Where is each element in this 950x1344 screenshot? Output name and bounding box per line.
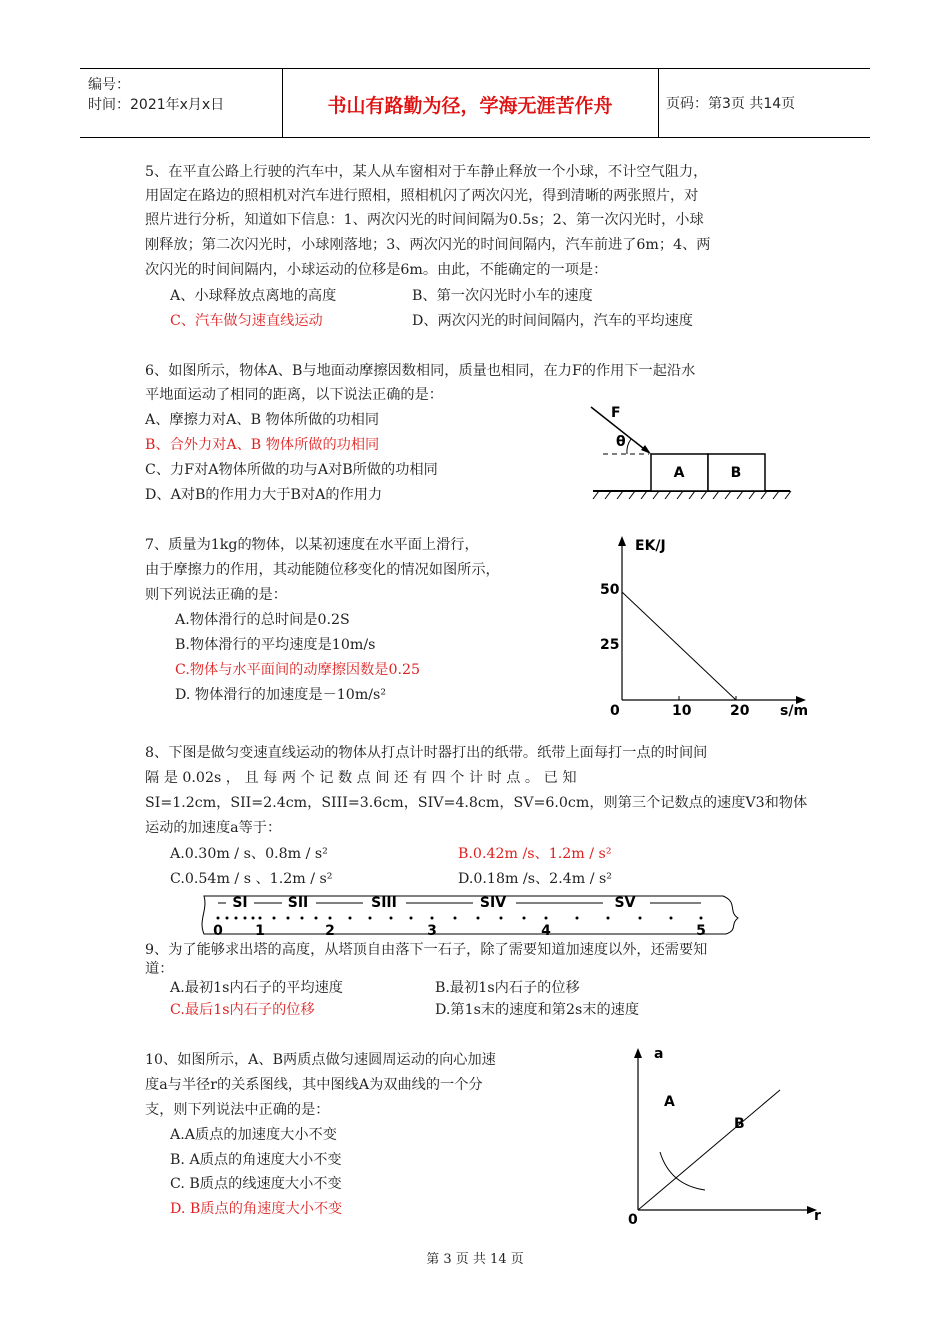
q8-option-c: C.0.54m / s 、1.2m / s² — [170, 871, 333, 887]
q10-option-d-answer: D. B质点的角速度大小不变 — [170, 1201, 343, 1217]
count-point-label: 2 — [325, 923, 335, 939]
force-label: F — [611, 405, 621, 421]
q9-option-c-answer: C.最后1s内石子的位移 — [170, 1002, 315, 1018]
q7-line2: 由于摩擦力的作用，其动能随位移变化的情况如图所示， — [145, 562, 500, 578]
block-a-label: A — [673, 465, 685, 481]
q5-option-b: B、第一次闪光时小车的速度 — [412, 288, 593, 304]
q8-option-a: A.0.30m / s、0.8m / s² — [170, 846, 328, 862]
q6-line1: 6、如图所示，物体A、B与地面动摩擦因数相同，质量也相同，在力F的作用下一起沿水 — [145, 363, 696, 379]
chart-origin: 0 — [610, 703, 620, 719]
segment-label: SIV — [479, 895, 507, 911]
q10-option-c: C. B质点的线速度大小不变 — [170, 1176, 342, 1192]
angle-label: θ — [616, 434, 626, 450]
q10-option-a: A.A质点的加速度大小不变 — [170, 1127, 337, 1143]
q5-option-d: D、两次闪光的时间间隔内，汽车的平均速度 — [412, 313, 693, 329]
q10-line1: 10、如图所示，A、B两质点做匀速圆周运动的向心加速 — [145, 1052, 496, 1068]
force-arrow-head — [641, 445, 651, 454]
graph-x-label: r — [814, 1208, 821, 1224]
q10-option-b: B. A质点的角速度大小不变 — [170, 1152, 342, 1168]
q7-option-a: A.物体滑行的总时间是0.2S — [175, 612, 350, 628]
ground-hatching — [593, 491, 791, 499]
q5-option-a: A、小球释放点离地的高度 — [170, 288, 337, 304]
q10-line2: 度a与半径r的关系图线，其中图线A为双曲线的一个分 — [145, 1077, 483, 1093]
count-point-label: 5 — [696, 923, 706, 939]
q5-line2: 用固定在路边的照相机对汽车进行照相，照相机闪了两次闪光，得到清晰的两张照片，对 — [145, 188, 699, 204]
q5-option-c-answer: C、汽车做匀速直线运动 — [170, 313, 323, 329]
segment-label: SIII — [371, 895, 397, 911]
q7-option-c-answer: C.物体与水平面间的动摩擦因数是0.25 — [175, 662, 421, 678]
q8-option-d: D.0.18m /s、2.4m / s² — [458, 871, 612, 887]
count-point-label: 0 — [213, 923, 223, 939]
count-point-label: 4 — [541, 923, 551, 939]
tape-outline — [202, 896, 738, 934]
segment-label: SII — [287, 895, 309, 911]
header-page-label: 页码：第3页 共14页 — [666, 96, 796, 112]
serial-label: 编号： — [88, 77, 130, 93]
q7-option-d: D. 物体滑行的加速度是－10m/s² — [175, 687, 387, 703]
q9-line1: 9、为了能够求出塔的高度，从塔顶自由落下一石子，除了需要知道加速度以外，还需要知 — [145, 942, 708, 958]
header-divider — [658, 69, 659, 137]
segment-label: SV — [614, 895, 636, 911]
q6-option-a: A、摩擦力对A、B 物体所做的功相同 — [145, 412, 380, 428]
graph-y-label: a — [654, 1046, 664, 1062]
header-motto: 书山有路勤为径，学海无涯苦作舟 — [327, 95, 613, 117]
graph-origin: 0 — [628, 1212, 638, 1228]
q8-line2: 隔 是 0.02s ， 且 每 两 个 记 数 点 间 还 有 四 个 计 时 点 。 已 知 — [145, 770, 577, 786]
count-point-label: 3 — [427, 923, 437, 939]
q5-line3: 照片进行分析，知道如下信息：1、两次闪光的时间间隔为0.5s；2、第一次闪光时，小球 — [145, 212, 704, 228]
q8-line3: SI=1.2cm，SII=2.4cm，SIII=3.6cm，SIV=4.8cm，SV=6.0cm，则第三个记数点的速度V3和物体 — [145, 795, 808, 811]
q10-a-r-graph — [620, 1040, 835, 1230]
x-tick-label-10: 10 — [672, 703, 692, 719]
q8-line4: 运动的加速度a等于： — [145, 820, 282, 836]
chart-y-arrow — [618, 536, 626, 546]
q6-option-c: C、力F对A物体所做的功与A对B所做的功相同 — [145, 462, 438, 478]
q7-option-b: B.物体滑行的平均速度是10m/s — [175, 637, 376, 653]
chart-y-label: EK/J — [635, 538, 666, 554]
y-tick-50: 50 — [600, 582, 620, 598]
q9-option-b: B.最初1s内石子的位移 — [435, 980, 580, 996]
graph-y-arrow — [634, 1048, 642, 1058]
q6-force-diagram — [585, 395, 800, 505]
y-tick-25: 25 — [600, 637, 620, 653]
q5-line1: 5、在平直公路上行驶的汽车中，某人从车窗相对于车静止释放一个小球，不计空气阻力， — [145, 164, 708, 180]
q5-line5: 次闪光的时间间隔内，小球运动的位移是6m。由此，不能确定的一项是： — [145, 262, 608, 278]
date-label: 时间：2021年x月x日 — [88, 97, 225, 113]
q8-line1: 8、下图是做匀变速直线运动的物体从打点计时器打出的纸带。纸带上面每打一点的时间间 — [145, 745, 708, 761]
line-b — [638, 1090, 780, 1210]
line-b-label: B — [734, 1116, 745, 1132]
q7-ek-chart — [595, 530, 820, 725]
curve-a — [660, 1152, 705, 1190]
q6-option-b-answer: B、合外力对A、B 物体所做的功相同 — [145, 437, 380, 453]
count-point-label: 1 — [255, 923, 265, 939]
block-b-label: B — [730, 465, 742, 481]
q8-option-b-answer: B.0.42m /s、1.2m / s² — [458, 846, 612, 862]
header-left — [88, 75, 224, 115]
q5-line4: 刚释放；第二次闪光时，小球刚落地；3、两次闪光的时间间隔内，汽车前进了6m；4、两 — [145, 237, 711, 253]
curve-a-label: A — [664, 1094, 675, 1110]
q8-paper-tape — [198, 890, 743, 940]
q6-line2: 平地面运动了相同的距离，以下说法正确的是： — [145, 387, 443, 403]
page-header — [80, 68, 870, 138]
page-footer: 第 3 页 共 14 页 — [426, 1252, 524, 1267]
ek-series-line — [622, 592, 736, 700]
q10-line3: 支，则下列说法中正确的是： — [145, 1102, 330, 1118]
q7-line3: 则下列说法正确的是： — [145, 587, 287, 603]
angle-arc — [627, 439, 631, 454]
q9-option-d: D.第1s末的速度和第2s末的速度 — [435, 1002, 640, 1018]
q7-line1: 7、质量为1kg的物体，以某初速度在水平面上滑行， — [145, 537, 479, 553]
x-tick-label-20: 20 — [730, 703, 750, 719]
q6-option-d: D、A对B的作用力大于B对A的作用力 — [145, 487, 383, 503]
q9-line2: 道： — [145, 961, 174, 977]
segment-label: SI — [232, 895, 248, 911]
chart-x-label: s/m — [780, 703, 809, 719]
q9-option-a: A.最初1s内石子的平均速度 — [170, 980, 343, 996]
